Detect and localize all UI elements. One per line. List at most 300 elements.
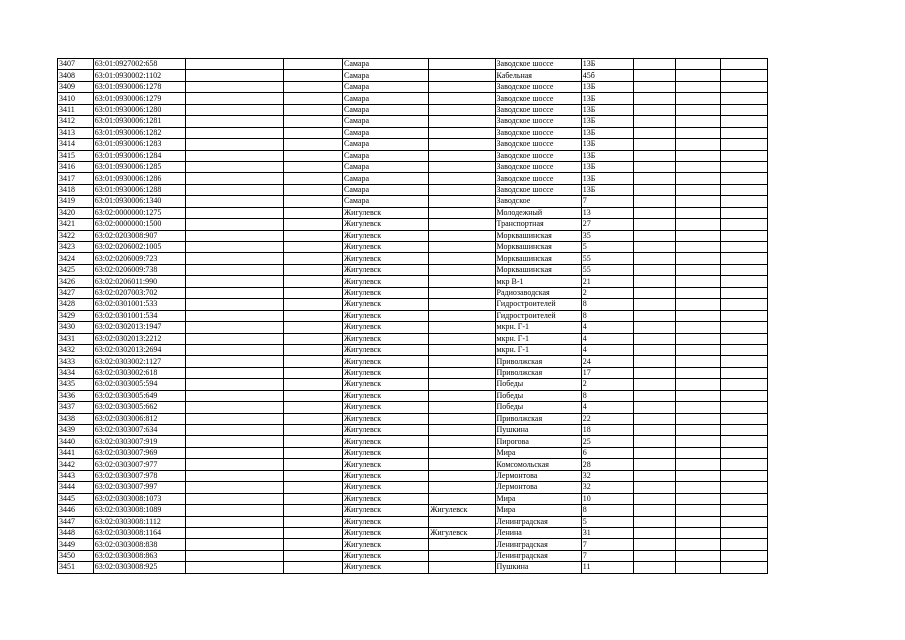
- empty-cell-cell: [634, 59, 676, 70]
- empty-cell-cell: [720, 539, 767, 550]
- empty-cell-cell: [676, 413, 720, 424]
- row-number-cell: 3441: [58, 447, 94, 458]
- empty-cell-cell: [720, 310, 767, 321]
- table-row: [58, 219, 768, 230]
- empty-cell-cell: [720, 139, 767, 150]
- empty-cell-cell: [186, 379, 284, 390]
- row-number-cell: 3448: [58, 527, 94, 538]
- empty-cell-cell: [720, 264, 767, 275]
- empty-cell-cell: [284, 139, 343, 150]
- street-cell: Молодежный: [495, 207, 581, 218]
- empty-cell-cell: [676, 402, 720, 413]
- empty-cell-cell: [720, 562, 767, 573]
- empty-cell-cell: [720, 344, 767, 355]
- empty-cell-cell: [634, 207, 676, 218]
- street-cell: Пирогова: [495, 436, 581, 447]
- row-number-cell: 3435: [58, 379, 94, 390]
- row-number-cell: 3424: [58, 253, 94, 264]
- table-row: [58, 310, 768, 321]
- locality-cell: [429, 470, 495, 481]
- empty-cell-cell: [186, 482, 284, 493]
- city-cell: Жигулевск: [343, 333, 429, 344]
- empty-cell-cell: [676, 161, 720, 172]
- empty-cell-cell: [676, 425, 720, 436]
- city-cell: Жигулевск: [343, 505, 429, 516]
- empty-cell-cell: [634, 459, 676, 470]
- empty-cell-cell: [186, 139, 284, 150]
- cadastral-number-cell: 63:02:0303007:634: [93, 425, 186, 436]
- table-row: [58, 59, 768, 70]
- empty-cell-cell: [186, 81, 284, 92]
- street-cell: Гидростроителей: [495, 310, 581, 321]
- locality-cell: [429, 116, 495, 127]
- table-row: [58, 207, 768, 218]
- house-number-cell: 17: [581, 367, 634, 378]
- row-number-cell: 3445: [58, 493, 94, 504]
- locality-cell: [429, 184, 495, 195]
- street-cell: Приволжская: [495, 356, 581, 367]
- empty-cell-cell: [634, 219, 676, 230]
- empty-cell-cell: [720, 93, 767, 104]
- city-cell: Жигулевск: [343, 550, 429, 561]
- empty-cell-cell: [720, 127, 767, 138]
- locality-cell: [429, 150, 495, 161]
- cadastral-number-cell: 63:02:0303007:977: [93, 459, 186, 470]
- locality-cell: [429, 550, 495, 561]
- row-number-cell: 3443: [58, 470, 94, 481]
- empty-cell-cell: [284, 276, 343, 287]
- street-cell: мкрн. Г-1: [495, 333, 581, 344]
- street-cell: Заводское шоссе: [495, 127, 581, 138]
- street-cell: Заводское: [495, 196, 581, 207]
- cadastral-number-cell: 63:02:0303007:978: [93, 470, 186, 481]
- street-cell: Гидростроителей: [495, 299, 581, 310]
- table-row: [58, 527, 768, 538]
- empty-cell-cell: [186, 184, 284, 195]
- empty-cell-cell: [634, 322, 676, 333]
- empty-cell-cell: [720, 59, 767, 70]
- street-cell: Победы: [495, 402, 581, 413]
- house-number-cell: 4: [581, 402, 634, 413]
- row-number-cell: 3421: [58, 219, 94, 230]
- city-cell: Жигулевск: [343, 402, 429, 413]
- table-row: [58, 104, 768, 115]
- row-number-cell: 3450: [58, 550, 94, 561]
- cadastral-number-cell: 63:01:0930006:1286: [93, 173, 186, 184]
- empty-cell-cell: [634, 493, 676, 504]
- locality-cell: [429, 93, 495, 104]
- cadastral-number-cell: 63:02:0206002:1005: [93, 242, 186, 253]
- street-cell: мкрн. Г-1: [495, 322, 581, 333]
- empty-cell-cell: [186, 230, 284, 241]
- street-cell: Заводское шоссе: [495, 161, 581, 172]
- row-number-cell: 3412: [58, 116, 94, 127]
- cadastral-number-cell: 63:02:0206009:723: [93, 253, 186, 264]
- empty-cell-cell: [284, 356, 343, 367]
- row-number-cell: 3438: [58, 413, 94, 424]
- empty-cell-cell: [186, 402, 284, 413]
- empty-cell-cell: [676, 219, 720, 230]
- house-number-cell: 32: [581, 482, 634, 493]
- street-cell: Заводское шоссе: [495, 184, 581, 195]
- empty-cell-cell: [676, 322, 720, 333]
- empty-cell-cell: [284, 390, 343, 401]
- empty-cell-cell: [676, 253, 720, 264]
- row-number-cell: 3437: [58, 402, 94, 413]
- street-cell: Транспортная: [495, 219, 581, 230]
- locality-cell: Жигулевск: [429, 505, 495, 516]
- table-row: [58, 459, 768, 470]
- city-cell: Самара: [343, 116, 429, 127]
- cadastral-number-cell: 63:01:0927002:658: [93, 59, 186, 70]
- city-cell: Жигулевск: [343, 322, 429, 333]
- table-row: [58, 150, 768, 161]
- cadastral-number-cell: 63:02:0303007:919: [93, 436, 186, 447]
- empty-cell-cell: [720, 116, 767, 127]
- empty-cell-cell: [284, 173, 343, 184]
- empty-cell-cell: [676, 482, 720, 493]
- city-cell: Самара: [343, 139, 429, 150]
- empty-cell-cell: [186, 264, 284, 275]
- city-cell: Самара: [343, 173, 429, 184]
- locality-cell: [429, 264, 495, 275]
- locality-cell: Жигулевск: [429, 527, 495, 538]
- empty-cell-cell: [720, 493, 767, 504]
- empty-cell-cell: [720, 230, 767, 241]
- empty-cell-cell: [676, 196, 720, 207]
- empty-cell-cell: [634, 333, 676, 344]
- empty-cell-cell: [284, 379, 343, 390]
- locality-cell: [429, 459, 495, 470]
- cadastral-number-cell: 63:02:0302013:2694: [93, 344, 186, 355]
- empty-cell-cell: [676, 127, 720, 138]
- cadastral-number-cell: 63:02:0301001:533: [93, 299, 186, 310]
- empty-cell-cell: [720, 207, 767, 218]
- empty-cell-cell: [720, 299, 767, 310]
- city-cell: Жигулевск: [343, 287, 429, 298]
- cadastral-number-cell: 63:02:0000000:1500: [93, 219, 186, 230]
- city-cell: Жигулевск: [343, 242, 429, 253]
- cadastral-number-cell: 63:02:0303008:838: [93, 539, 186, 550]
- city-cell: Жигулевск: [343, 356, 429, 367]
- empty-cell-cell: [634, 81, 676, 92]
- street-cell: Заводское шоссе: [495, 59, 581, 70]
- row-number-cell: 3415: [58, 150, 94, 161]
- house-number-cell: 18: [581, 425, 634, 436]
- table-row: [58, 127, 768, 138]
- empty-cell-cell: [676, 104, 720, 115]
- house-number-cell: 4: [581, 322, 634, 333]
- empty-cell-cell: [720, 196, 767, 207]
- table-row: [58, 230, 768, 241]
- table-row: [58, 413, 768, 424]
- cadastral-number-cell: 63:02:0206009:738: [93, 264, 186, 275]
- house-number-cell: 13Б: [581, 116, 634, 127]
- empty-cell-cell: [186, 447, 284, 458]
- empty-cell-cell: [284, 459, 343, 470]
- empty-cell-cell: [284, 253, 343, 264]
- city-cell: Жигулевск: [343, 367, 429, 378]
- empty-cell-cell: [186, 470, 284, 481]
- locality-cell: [429, 196, 495, 207]
- empty-cell-cell: [634, 413, 676, 424]
- row-number-cell: 3431: [58, 333, 94, 344]
- empty-cell-cell: [186, 173, 284, 184]
- row-number-cell: 3428: [58, 299, 94, 310]
- cadastral-number-cell: 63:01:0930006:1284: [93, 150, 186, 161]
- empty-cell-cell: [634, 173, 676, 184]
- row-number-cell: 3419: [58, 196, 94, 207]
- street-cell: Морквашинская: [495, 253, 581, 264]
- empty-cell-cell: [284, 482, 343, 493]
- row-number-cell: 3429: [58, 310, 94, 321]
- city-cell: Жигулевск: [343, 470, 429, 481]
- table-row: [58, 253, 768, 264]
- empty-cell-cell: [676, 242, 720, 253]
- empty-cell-cell: [634, 230, 676, 241]
- street-cell: Радиозаводская: [495, 287, 581, 298]
- house-number-cell: 6: [581, 447, 634, 458]
- empty-cell-cell: [284, 196, 343, 207]
- empty-cell-cell: [284, 93, 343, 104]
- row-number-cell: 3420: [58, 207, 94, 218]
- empty-cell-cell: [676, 276, 720, 287]
- empty-cell-cell: [634, 276, 676, 287]
- city-cell: Жигулевск: [343, 264, 429, 275]
- city-cell: Жигулевск: [343, 299, 429, 310]
- street-cell: мкр В-1: [495, 276, 581, 287]
- empty-cell-cell: [720, 287, 767, 298]
- cadastral-number-cell: 63:01:0930006:1283: [93, 139, 186, 150]
- registry-table-body: [58, 59, 768, 574]
- house-number-cell: 22: [581, 413, 634, 424]
- empty-cell-cell: [720, 447, 767, 458]
- empty-cell-cell: [720, 150, 767, 161]
- table-row: [58, 356, 768, 367]
- locality-cell: [429, 59, 495, 70]
- city-cell: Жигулевск: [343, 493, 429, 504]
- empty-cell-cell: [186, 539, 284, 550]
- empty-cell-cell: [634, 425, 676, 436]
- street-cell: Лермонтова: [495, 482, 581, 493]
- house-number-cell: 7: [581, 550, 634, 561]
- street-cell: Мира: [495, 447, 581, 458]
- empty-cell-cell: [720, 70, 767, 81]
- empty-cell-cell: [676, 70, 720, 81]
- empty-cell-cell: [186, 116, 284, 127]
- city-cell: Жигулевск: [343, 230, 429, 241]
- empty-cell-cell: [186, 493, 284, 504]
- row-number-cell: 3449: [58, 539, 94, 550]
- empty-cell-cell: [284, 447, 343, 458]
- city-cell: Самара: [343, 104, 429, 115]
- house-number-cell: 13: [581, 207, 634, 218]
- street-cell: Мира: [495, 493, 581, 504]
- locality-cell: [429, 253, 495, 264]
- city-cell: Жигулевск: [343, 310, 429, 321]
- row-number-cell: 3416: [58, 161, 94, 172]
- table-row: [58, 196, 768, 207]
- city-cell: Жигулевск: [343, 562, 429, 573]
- empty-cell-cell: [284, 104, 343, 115]
- table-row: [58, 93, 768, 104]
- empty-cell-cell: [634, 116, 676, 127]
- empty-cell-cell: [634, 527, 676, 538]
- row-number-cell: 3430: [58, 322, 94, 333]
- city-cell: Самара: [343, 161, 429, 172]
- empty-cell-cell: [186, 242, 284, 253]
- row-number-cell: 3433: [58, 356, 94, 367]
- house-number-cell: 13Б: [581, 173, 634, 184]
- empty-cell-cell: [186, 104, 284, 115]
- street-cell: Ленинградская: [495, 539, 581, 550]
- empty-cell-cell: [676, 470, 720, 481]
- empty-cell-cell: [634, 356, 676, 367]
- empty-cell-cell: [676, 550, 720, 561]
- empty-cell-cell: [720, 527, 767, 538]
- empty-cell-cell: [186, 299, 284, 310]
- cadastral-number-cell: 63:01:0930006:1279: [93, 93, 186, 104]
- cadastral-number-cell: 63:02:0303005:662: [93, 402, 186, 413]
- empty-cell-cell: [676, 59, 720, 70]
- city-cell: Самара: [343, 184, 429, 195]
- empty-cell-cell: [284, 207, 343, 218]
- table-row: [58, 344, 768, 355]
- table-row: [58, 470, 768, 481]
- empty-cell-cell: [634, 310, 676, 321]
- house-number-cell: 13Б: [581, 150, 634, 161]
- city-cell: Жигулевск: [343, 344, 429, 355]
- row-number-cell: 3422: [58, 230, 94, 241]
- empty-cell-cell: [720, 253, 767, 264]
- row-number-cell: 3411: [58, 104, 94, 115]
- empty-cell-cell: [634, 93, 676, 104]
- street-cell: Морквашинская: [495, 264, 581, 275]
- row-number-cell: 3413: [58, 127, 94, 138]
- locality-cell: [429, 425, 495, 436]
- empty-cell-cell: [634, 436, 676, 447]
- row-number-cell: 3407: [58, 59, 94, 70]
- empty-cell-cell: [676, 287, 720, 298]
- cadastral-number-cell: 63:02:0303002:618: [93, 367, 186, 378]
- house-number-cell: 8: [581, 505, 634, 516]
- empty-cell-cell: [720, 505, 767, 516]
- locality-cell: [429, 173, 495, 184]
- empty-cell-cell: [634, 127, 676, 138]
- house-number-cell: 35: [581, 230, 634, 241]
- empty-cell-cell: [186, 93, 284, 104]
- empty-cell-cell: [284, 150, 343, 161]
- table-row: [58, 333, 768, 344]
- table-row: [58, 447, 768, 458]
- locality-cell: [429, 70, 495, 81]
- house-number-cell: 7: [581, 539, 634, 550]
- empty-cell-cell: [186, 516, 284, 527]
- house-number-cell: 13Б: [581, 127, 634, 138]
- street-cell: Заводское шоссе: [495, 81, 581, 92]
- empty-cell-cell: [634, 562, 676, 573]
- table-row: [58, 139, 768, 150]
- row-number-cell: 3432: [58, 344, 94, 355]
- empty-cell-cell: [186, 310, 284, 321]
- empty-cell-cell: [186, 219, 284, 230]
- empty-cell-cell: [186, 127, 284, 138]
- house-number-cell: 13Б: [581, 139, 634, 150]
- locality-cell: [429, 219, 495, 230]
- locality-cell: [429, 390, 495, 401]
- table-row: [58, 299, 768, 310]
- empty-cell-cell: [634, 482, 676, 493]
- table-row: [58, 425, 768, 436]
- row-number-cell: 3410: [58, 93, 94, 104]
- empty-cell-cell: [186, 356, 284, 367]
- city-cell: Жигулевск: [343, 482, 429, 493]
- table-row: [58, 539, 768, 550]
- city-cell: Самара: [343, 81, 429, 92]
- empty-cell-cell: [676, 333, 720, 344]
- empty-cell-cell: [186, 425, 284, 436]
- city-cell: Жигулевск: [343, 276, 429, 287]
- locality-cell: [429, 207, 495, 218]
- empty-cell-cell: [720, 390, 767, 401]
- empty-cell-cell: [186, 150, 284, 161]
- empty-cell-cell: [720, 550, 767, 561]
- empty-cell-cell: [720, 436, 767, 447]
- row-number-cell: 3439: [58, 425, 94, 436]
- house-number-cell: 8: [581, 310, 634, 321]
- empty-cell-cell: [186, 562, 284, 573]
- empty-cell-cell: [186, 70, 284, 81]
- empty-cell-cell: [676, 230, 720, 241]
- empty-cell-cell: [284, 539, 343, 550]
- empty-cell-cell: [676, 356, 720, 367]
- empty-cell-cell: [186, 196, 284, 207]
- cadastral-number-cell: 63:02:0303008:925: [93, 562, 186, 573]
- cadastral-number-cell: 63:02:0302013:2212: [93, 333, 186, 344]
- empty-cell-cell: [284, 242, 343, 253]
- empty-cell-cell: [676, 539, 720, 550]
- empty-cell-cell: [676, 447, 720, 458]
- house-number-cell: 5: [581, 516, 634, 527]
- row-number-cell: 3423: [58, 242, 94, 253]
- cadastral-number-cell: 63:01:0930006:1340: [93, 196, 186, 207]
- row-number-cell: 3426: [58, 276, 94, 287]
- table-row: [58, 379, 768, 390]
- house-number-cell: 2: [581, 379, 634, 390]
- empty-cell-cell: [676, 310, 720, 321]
- empty-cell-cell: [634, 447, 676, 458]
- table-row: [58, 322, 768, 333]
- empty-cell-cell: [676, 93, 720, 104]
- street-cell: Победы: [495, 390, 581, 401]
- street-cell: Заводское шоссе: [495, 139, 581, 150]
- empty-cell-cell: [186, 333, 284, 344]
- street-cell: мкрн. Г-1: [495, 344, 581, 355]
- table-row: [58, 505, 768, 516]
- empty-cell-cell: [284, 81, 343, 92]
- cadastral-number-cell: 63:02:0303002:1127: [93, 356, 186, 367]
- empty-cell-cell: [284, 470, 343, 481]
- table-row: [58, 161, 768, 172]
- street-cell: Ленинградская: [495, 550, 581, 561]
- empty-cell-cell: [720, 482, 767, 493]
- empty-cell-cell: [284, 184, 343, 195]
- street-cell: Лермонтова: [495, 470, 581, 481]
- house-number-cell: 2: [581, 287, 634, 298]
- empty-cell-cell: [284, 413, 343, 424]
- street-cell: Приволжская: [495, 367, 581, 378]
- locality-cell: [429, 322, 495, 333]
